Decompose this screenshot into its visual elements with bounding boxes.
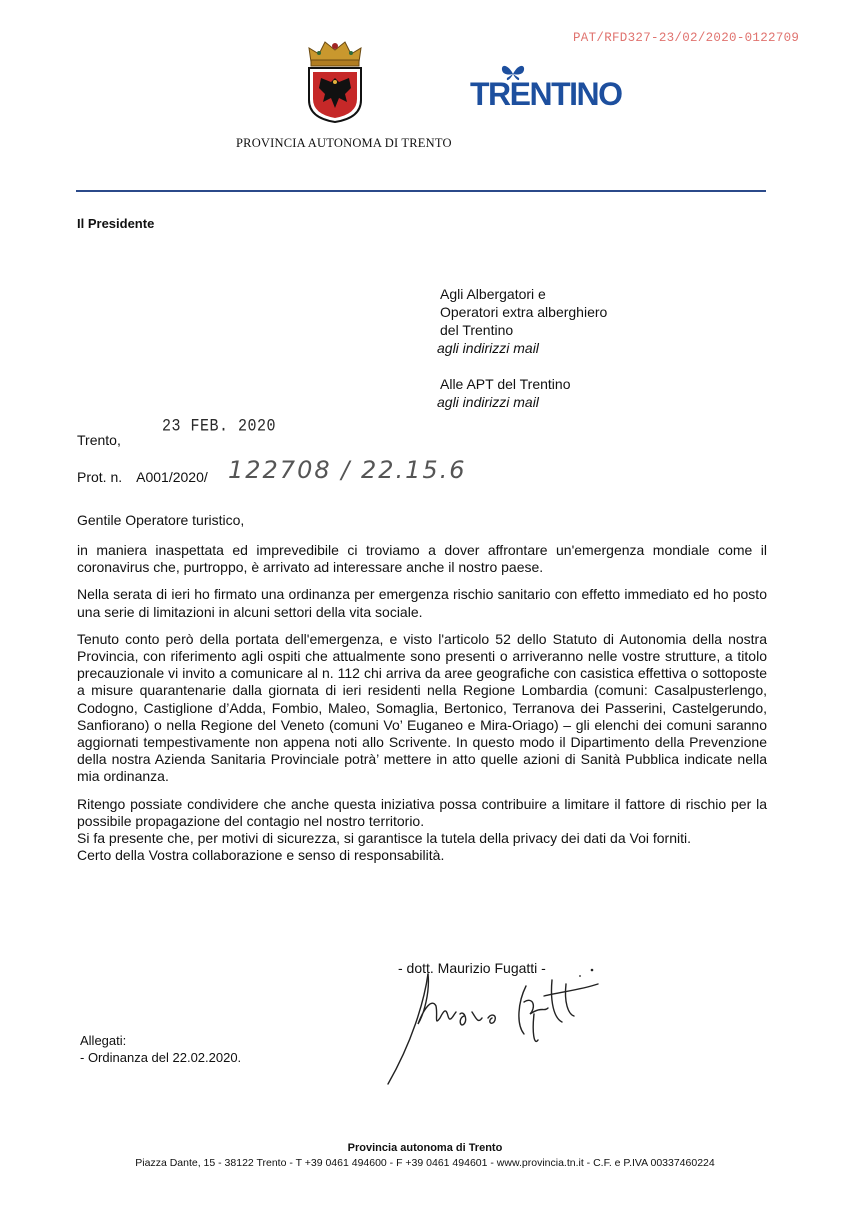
header-divider [76,190,766,192]
recipient-line: Agli Albergatori e [440,286,546,302]
recipient-note: agli indirizzi mail [437,394,539,410]
recipient-line: Alle APT del Trentino [440,376,571,392]
signer-name: - dott. Maurizio Fugatti - [398,960,546,976]
signature-icon [384,962,604,1087]
paragraph: Si fa presente che, per motivi di sicurezza, si garantisce la tutela della privacy dei dati da Voi forniti. [77,830,691,847]
greeting: Gentile Operatore turistico, [77,512,245,528]
recipient-block [437,375,571,411]
attachment-item: - Ordinanza del 22.02.2020. [80,1050,242,1065]
protocol-label: Prot. n. [77,469,123,485]
attachments [80,1032,241,1066]
recipient-note: agli indirizzi mail [437,340,539,356]
place-line: Trento, [77,432,121,448]
recipient-line: Operatori extra alberghiero [440,304,608,320]
footer-address: Piazza Dante, 15 - 38122 Trento - T +39 0461 494600 - F +39 0461 494601 - www.provincia.tn.it - C.F. e P.IVA 00337460224 [135,1157,715,1169]
attachments-label: Allegati: [80,1033,127,1048]
trentino-logo: TRENTINO [470,76,622,112]
paragraph: Certo della Vostra collaborazione e senso di responsabilità. [77,847,445,864]
protocol-stamp: PAT/RFD327-23/02/2020-0122709 [573,31,800,45]
footer-title: Provincia autonoma di Trento [347,1142,503,1154]
protocol-line [77,469,208,485]
paragraph: Nella serata di ieri ho firmato una ordinanza per emergenza rischio sanitario con effetto immediato ed ho posto una serie di limitazioni in alcuni settori della vita sociale. [77,586,767,620]
handwritten-protocol-number: 122708 / 22.15.6 [228,456,467,484]
paragraph: in maniera inaspettata ed imprevedibile ci troviamo a dover affrontare un'emergenza mondiale come il coronavirus che, purtroppo, è arrivato ad interessare anche il nostro paese. [77,542,767,576]
recipient-block [437,285,608,357]
paragraph: Tenuto conto però della portata dell'emergenza, e visto l'articolo 52 dello Statuto di Autonomia della nostra Provincia, con riferimento agli ospiti che attualmente sono presenti o arriveranno nelle vostre strutture, a titolo precauzionale vi invito a comunicare al n. 112 chi arriva da aree geografiche con casistica effettiva o sottoposte a misure quarantenarie dalla giornata di ieri residenti nella Regione Lombardia (comuni: Casalpusterlengo, Codogno, Castiglione d’Adda, Fombio, Maleo, Somaglia, Bertonico, Terranova dei Passerini, Castelgerundo, Sanfiorano) o nella Regione del Veneto (comuni Vo’ Euganeo e Mira-Oriago) – gli elenchi dei comuni saranno aggiornati tempestivamente non appena noti allo Scrivente. In questo modo il Dipartimento della Prevenzione della nostra Azienda Sanitaria Provinciale potrà’ mettere in atto quelle azioni di Sanità Pubblica indicate nella mia ordinanza. [77,630,767,785]
paragraph: Ritengo possiate condividere che anche questa iniziativa possa contribuire a limitare il fattore di rischio per la possibile propagazione del contagio nel nostro territorio. [77,795,767,829]
letter-body [77,542,767,864]
recipient-line: del Trentino [440,322,514,338]
sender-title: Il Presidente [77,216,155,231]
coat-of-arms-icon [305,36,365,124]
date-stamp: 23 FEB. 2020 [162,416,277,437]
protocol-code: A001/2020/ [136,469,208,485]
organization-name: PROVINCIA AUTONOMA DI TRENTO [236,136,452,150]
